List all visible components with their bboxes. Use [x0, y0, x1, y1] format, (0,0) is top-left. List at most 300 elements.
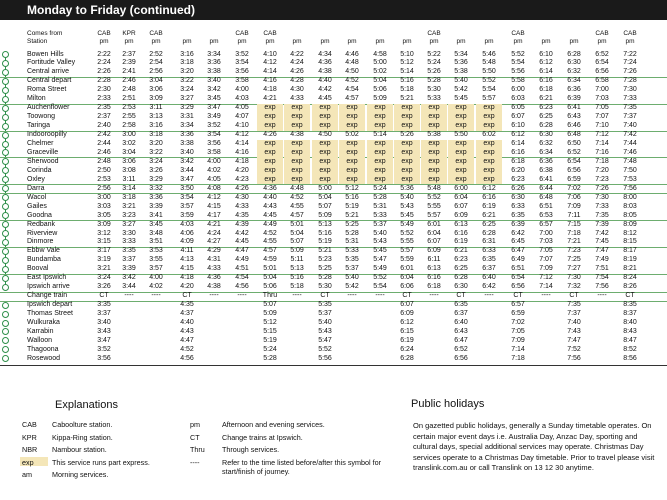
- time-cell: 3:40: [97, 319, 111, 326]
- time-cell: exp: [401, 104, 413, 112]
- time-cell: 3:20: [149, 140, 163, 147]
- time-cell: 5:09: [263, 310, 277, 318]
- time-cell: 3:40: [207, 77, 221, 85]
- comes-from-label: Comes from Station: [27, 30, 63, 45]
- time-cell: 6:35: [511, 211, 525, 219]
- time-cell: 4:00: [235, 86, 249, 94]
- time-cell: exp: [428, 166, 440, 174]
- stop-dot-icon: [2, 87, 9, 94]
- time-cell: 4:48: [345, 59, 359, 67]
- time-cell: 7:56: [595, 283, 609, 291]
- time-cell: 5:54: [482, 86, 496, 94]
- station-name: Graceville: [27, 148, 59, 156]
- stop-dot-icon: [2, 337, 9, 344]
- legend-text: Through services.: [222, 445, 280, 454]
- time-cell: 6:41: [539, 175, 553, 183]
- time-cell: 7:22: [623, 50, 637, 58]
- time-cell: 5:28: [427, 77, 441, 85]
- stop-dot-icon: [2, 248, 9, 255]
- time-cell: 7:25: [567, 256, 581, 264]
- time-cell: 5:56: [511, 68, 525, 76]
- time-cell: 4:42: [235, 229, 249, 237]
- time-cell: ----: [124, 292, 134, 300]
- station-name: Auchenflower: [27, 104, 70, 112]
- time-cell: 3:18: [180, 59, 194, 67]
- time-cell: exp: [291, 175, 303, 183]
- time-cell: 3:52: [235, 50, 249, 58]
- time-cell: 4:15: [207, 202, 221, 210]
- column-header: KPR pm: [122, 30, 136, 45]
- explanations-title: Explanations: [55, 399, 118, 411]
- stop-dot-icon: [2, 60, 9, 67]
- time-cell: 5:49: [400, 220, 414, 228]
- time-cell: 6:12: [482, 184, 496, 192]
- time-cell: 7:48: [623, 157, 637, 165]
- time-cell: 6:43: [454, 327, 468, 335]
- time-cell: 6:50: [567, 140, 581, 147]
- time-cell: 3:20: [180, 68, 194, 76]
- time-cell: 6:28: [539, 122, 553, 130]
- time-cell: 6:49: [511, 256, 525, 264]
- stop-dot-icon: [2, 185, 9, 192]
- time-cell: 4:05: [235, 104, 249, 112]
- column-header: pm: [541, 38, 551, 45]
- time-cell: 6:51: [511, 265, 525, 273]
- time-cell: 6:41: [567, 104, 581, 112]
- time-cell: 5:52: [318, 345, 332, 353]
- time-cell: 6:00: [454, 184, 468, 192]
- stop-dot-icon: [2, 105, 9, 112]
- time-cell: 7:24: [623, 59, 637, 67]
- time-cell: 6:59: [511, 310, 525, 318]
- station-name: Ebbw Vale: [27, 247, 60, 255]
- time-cell: 6:00: [511, 86, 525, 94]
- time-cell: 5:56: [318, 354, 332, 362]
- time-cell: 5:43: [400, 202, 414, 210]
- time-cell: 3:57: [180, 202, 194, 210]
- stop-dot-icon: [2, 194, 9, 201]
- time-cell: 3:59: [180, 211, 194, 219]
- time-cell: 7:43: [567, 327, 581, 335]
- time-cell: 4:18: [263, 86, 277, 94]
- time-cell: 3:34: [180, 122, 194, 130]
- stop-dot-icon: [2, 78, 9, 85]
- time-cell: 5:45: [454, 95, 468, 103]
- time-cell: 5:47: [373, 256, 387, 264]
- time-cell: 5:31: [345, 238, 359, 246]
- time-cell: 7:18: [567, 229, 581, 237]
- time-cell: 7:26: [595, 184, 609, 192]
- stop-dot-icon: [2, 275, 9, 282]
- time-cell: 3:38: [207, 68, 221, 76]
- time-cell: 2:44: [97, 140, 111, 147]
- time-cell: 7:23: [595, 175, 609, 183]
- legend-code: CT: [190, 432, 200, 442]
- time-cell: 7:03: [595, 95, 609, 103]
- stop-dot-icon: [2, 132, 9, 139]
- time-cell: 2:46: [97, 148, 111, 156]
- time-cell: 7:14: [511, 345, 525, 353]
- time-cell: 7:51: [595, 265, 609, 273]
- time-cell: exp: [264, 104, 276, 112]
- time-cell: 6:13: [427, 265, 441, 273]
- time-cell: 5:09: [318, 211, 332, 219]
- time-cell: CT: [99, 292, 109, 300]
- time-cell: 5:01: [290, 220, 304, 228]
- station-name: Ipswich depart: [27, 301, 73, 309]
- time-cell: 5:13: [290, 265, 304, 273]
- time-cell: 5:26: [400, 131, 414, 139]
- time-cell: 5:02: [345, 131, 359, 139]
- time-cell: 7:14: [595, 140, 609, 147]
- time-cell: 3:45: [149, 220, 163, 228]
- time-cell: 7:44: [623, 140, 637, 147]
- station-name: Taringa: [27, 122, 50, 130]
- time-cell: 5:52: [373, 274, 387, 282]
- time-cell: exp: [401, 175, 413, 183]
- time-cell: 7:35: [595, 211, 609, 219]
- station-name: Redbank: [27, 220, 56, 228]
- time-cell: 3:58: [235, 77, 249, 85]
- time-cell: 6:04: [454, 193, 468, 201]
- time-cell: 4:57: [263, 247, 277, 255]
- time-cell: ----: [237, 292, 247, 300]
- time-cell: 3:09: [97, 220, 111, 228]
- time-cell: 3:27: [122, 220, 136, 228]
- time-cell: 4:43: [180, 327, 194, 335]
- time-cell: 4:55: [290, 202, 304, 210]
- time-cell: 7:39: [595, 220, 609, 228]
- time-cell: 3:56: [207, 140, 221, 147]
- time-cell: 6:34: [567, 77, 581, 85]
- time-cell: 3:36: [149, 193, 163, 201]
- time-cell: 7:50: [623, 166, 637, 174]
- time-cell: 8:56: [623, 354, 637, 362]
- station-name: Milton: [27, 95, 46, 103]
- time-cell: 4:52: [263, 229, 277, 237]
- time-cell: 4:36: [318, 59, 332, 67]
- page-title: Monday to Friday (continued): [0, 0, 667, 20]
- time-cell: 8:15: [623, 238, 637, 246]
- time-cell: 7:23: [567, 247, 581, 255]
- time-cell: ----: [209, 292, 219, 300]
- time-cell: 4:26: [290, 68, 304, 76]
- time-cell: 6:09: [400, 310, 414, 318]
- time-cell: 5:38: [454, 68, 468, 76]
- time-cell: 4:23: [235, 175, 249, 183]
- time-cell: 3:05: [97, 211, 111, 219]
- time-cell: 5:14: [400, 68, 414, 76]
- time-cell: 2:30: [97, 86, 111, 94]
- time-cell: 5:16: [290, 274, 304, 282]
- time-cell: 3:21: [97, 265, 111, 273]
- time-cell: 5:48: [482, 59, 496, 67]
- time-cell: 2:33: [97, 95, 111, 103]
- time-cell: 4:31: [207, 256, 221, 264]
- time-cell: 5:42: [454, 86, 468, 94]
- time-cell: 4:09: [180, 238, 194, 246]
- time-cell: 6:28: [400, 354, 414, 362]
- time-cell: 6:35: [454, 301, 468, 309]
- station-name: Chelmer: [27, 140, 54, 147]
- time-cell: 4:28: [290, 77, 304, 85]
- station-name: Indooroopilly: [27, 131, 67, 139]
- time-cell: 8:52: [623, 345, 637, 353]
- time-cell: 4:43: [263, 202, 277, 210]
- time-cell: 3:16: [149, 122, 163, 130]
- time-cell: 2:58: [122, 122, 136, 130]
- time-cell: 4:56: [180, 354, 194, 362]
- time-cell: 5:19: [345, 202, 359, 210]
- time-cell: 6:09: [427, 247, 441, 255]
- time-cell: 4:56: [235, 283, 249, 291]
- time-cell: 6:52: [595, 50, 609, 58]
- stop-dot-icon: [2, 96, 9, 103]
- time-cell: 6:33: [511, 202, 525, 210]
- time-cell: 4:18: [180, 274, 194, 282]
- time-cell: 4:26: [235, 184, 249, 192]
- time-cell: exp: [291, 157, 303, 165]
- time-cell: 4:51: [235, 265, 249, 273]
- time-cell: 8:03: [623, 202, 637, 210]
- time-cell: exp: [428, 104, 440, 112]
- time-cell: 7:52: [567, 345, 581, 353]
- time-cell: 4:49: [263, 220, 277, 228]
- time-cell: 7:35: [567, 301, 581, 309]
- time-cell: 4:46: [345, 50, 359, 58]
- time-cell: exp: [428, 122, 440, 130]
- stop-dot-icon: [2, 320, 9, 327]
- time-cell: exp: [401, 122, 413, 130]
- time-cell: CT: [456, 292, 466, 300]
- time-cell: 6:25: [482, 220, 496, 228]
- time-cell: exp: [374, 113, 386, 121]
- time-cell: 6:42: [482, 283, 496, 291]
- time-cell: 6:21: [539, 95, 553, 103]
- time-cell: 5:19: [318, 238, 332, 246]
- time-cell: 5:35: [345, 256, 359, 264]
- time-cell: 3:12: [97, 229, 111, 237]
- time-cell: 3:54: [180, 193, 194, 201]
- station-name: Toowong: [27, 113, 56, 121]
- time-cell: 2:48: [97, 157, 111, 165]
- time-cell: 6:57: [511, 301, 525, 309]
- time-cell: 7:02: [511, 319, 525, 326]
- time-cell: exp: [291, 104, 303, 112]
- time-cell: 7:16: [595, 148, 609, 156]
- time-cell: 8:40: [623, 319, 637, 326]
- time-cell: 7:15: [567, 220, 581, 228]
- time-cell: 6:30: [511, 193, 525, 201]
- time-cell: 6:35: [482, 256, 496, 264]
- time-cell: 6:37: [454, 310, 468, 318]
- stop-dot-icon: [2, 141, 9, 148]
- time-cell: 3:06: [122, 157, 136, 165]
- time-cell: 2:56: [97, 184, 111, 192]
- time-cell: 5:40: [318, 319, 332, 326]
- time-cell: 2:50: [97, 166, 111, 174]
- time-cell: 6:28: [454, 274, 468, 282]
- time-cell: 5:30: [427, 86, 441, 94]
- time-cell: 5:24: [263, 345, 277, 353]
- time-cell: 3:13: [149, 113, 163, 121]
- time-cell: 6:24: [400, 345, 414, 353]
- time-cell: 3:54: [207, 131, 221, 139]
- time-cell: exp: [264, 157, 276, 165]
- time-cell: 5:57: [427, 211, 441, 219]
- time-cell: 8:47: [623, 336, 637, 344]
- legend-code: pm: [190, 420, 200, 429]
- column-header: CAB pm: [263, 30, 277, 45]
- time-cell: 6:01: [427, 220, 441, 228]
- time-cell: 3:37: [97, 310, 111, 318]
- time-cell: 8:19: [623, 256, 637, 264]
- time-cell: exp: [264, 122, 276, 130]
- time-cell: 5:24: [373, 184, 387, 192]
- time-cell: exp: [374, 104, 386, 112]
- time-cell: 4:21: [207, 220, 221, 228]
- time-cell: 7:07: [595, 113, 609, 121]
- time-cell: exp: [483, 148, 495, 156]
- time-cell: 5:28: [373, 193, 387, 201]
- legend-text: Kippa-Ring station.: [52, 432, 113, 442]
- time-cell: 2:41: [122, 68, 136, 76]
- time-cell: exp: [264, 175, 276, 183]
- time-cell: 3:03: [97, 202, 111, 210]
- time-cell: 5:02: [373, 68, 387, 76]
- time-cell: 3:19: [97, 256, 111, 264]
- time-cell: 6:52: [454, 345, 468, 353]
- column-header: CAB pm: [623, 30, 637, 45]
- time-cell: 5:55: [427, 202, 441, 210]
- time-cell: exp: [291, 166, 303, 174]
- time-cell: 5:28: [345, 229, 359, 237]
- time-cell: 5:57: [400, 247, 414, 255]
- time-cell: 5:52: [511, 50, 525, 58]
- time-cell: 4:54: [235, 274, 249, 282]
- column-header: pm: [209, 38, 219, 45]
- time-cell: exp: [428, 140, 440, 147]
- time-cell: 5:07: [318, 202, 332, 210]
- time-cell: 5:47: [318, 336, 332, 344]
- time-cell: 4:45: [235, 238, 249, 246]
- time-cell: 7:42: [623, 131, 637, 139]
- time-cell: 6:59: [567, 175, 581, 183]
- time-cell: 7:32: [567, 283, 581, 291]
- time-cell: 7:02: [567, 184, 581, 192]
- time-cell: 8:26: [623, 283, 637, 291]
- time-cell: 6:36: [567, 86, 581, 94]
- time-cell: 6:25: [454, 265, 468, 273]
- stop-dot-icon: [2, 302, 9, 309]
- time-cell: 6:32: [539, 140, 553, 147]
- time-cell: exp: [346, 113, 358, 121]
- column-header: pm: [320, 38, 330, 45]
- time-cell: 6:28: [482, 229, 496, 237]
- time-cell: 7:26: [623, 68, 637, 76]
- time-cell: 4:14: [263, 68, 277, 76]
- time-cell: 6:23: [539, 104, 553, 112]
- time-cell: 7:00: [539, 229, 553, 237]
- column-header: pm: [569, 38, 579, 45]
- time-cell: 5:16: [400, 77, 414, 85]
- legend-code: am: [22, 470, 32, 479]
- time-cell: 5:36: [454, 59, 468, 67]
- time-cell: 6:51: [539, 202, 553, 210]
- time-cell: 3:42: [207, 86, 221, 94]
- time-cell: 4:24: [290, 59, 304, 67]
- time-cell: 7:30: [595, 193, 609, 201]
- time-cell: 6:26: [511, 184, 525, 192]
- time-cell: 3:17: [97, 247, 111, 255]
- time-cell: exp: [455, 166, 467, 174]
- station-name: Walloon: [27, 336, 53, 344]
- time-cell: 5:12: [263, 319, 277, 326]
- time-cell: 5:26: [427, 68, 441, 76]
- time-cell: 4:38: [290, 131, 304, 139]
- time-cell: exp: [428, 175, 440, 183]
- time-cell: 2:42: [97, 131, 111, 139]
- table-bottom-rule: [0, 365, 667, 366]
- time-cell: CT: [182, 292, 192, 300]
- time-cell: 3:47: [207, 104, 221, 112]
- time-cell: 2:37: [97, 113, 111, 121]
- time-cell: 3:42: [122, 274, 136, 282]
- time-cell: exp: [428, 113, 440, 121]
- time-cell: 7:03: [539, 238, 553, 246]
- time-cell: 7:30: [567, 274, 581, 282]
- time-cell: 3:18: [149, 131, 163, 139]
- time-cell: 4:00: [149, 274, 163, 282]
- stop-dot-icon: [2, 284, 9, 291]
- time-cell: 5:30: [318, 283, 332, 291]
- time-cell: 6:21: [482, 211, 496, 219]
- time-cell: exp: [483, 122, 495, 130]
- time-cell: exp: [346, 157, 358, 165]
- time-cell: 4:40: [180, 319, 194, 326]
- time-cell: 6:03: [511, 95, 525, 103]
- time-cell: 2:24: [97, 59, 111, 67]
- time-cell: exp: [483, 140, 495, 147]
- time-cell: exp: [455, 122, 467, 130]
- time-cell: 6:58: [595, 77, 609, 85]
- time-cell: 3:49: [207, 113, 221, 121]
- time-cell: 6:30: [567, 59, 581, 67]
- time-cell: exp: [455, 148, 467, 156]
- stop-dot-icon: [2, 167, 9, 174]
- time-cell: 7:56: [623, 184, 637, 192]
- time-cell: 4:20: [180, 283, 194, 291]
- time-cell: 3:04: [149, 77, 163, 85]
- time-cell: 3:57: [149, 265, 163, 273]
- time-cell: 3:29: [180, 104, 194, 112]
- time-cell: 4:20: [235, 166, 249, 174]
- time-cell: 7:21: [567, 238, 581, 246]
- time-cell: 6:52: [567, 148, 581, 156]
- time-cell: 6:54: [511, 274, 525, 282]
- legend-text: Caboolture station.: [52, 420, 113, 429]
- time-cell: 7:28: [623, 77, 637, 85]
- time-cell: ----: [597, 292, 607, 300]
- time-cell: 3:55: [149, 256, 163, 264]
- time-cell: 4:13: [180, 256, 194, 264]
- time-cell: 6:56: [511, 283, 525, 291]
- time-cell: 6:21: [454, 247, 468, 255]
- time-cell: 5:14: [373, 131, 387, 139]
- time-cell: 4:16: [235, 148, 249, 156]
- time-cell: 6:04: [427, 229, 441, 237]
- time-cell: 7:37: [623, 113, 637, 121]
